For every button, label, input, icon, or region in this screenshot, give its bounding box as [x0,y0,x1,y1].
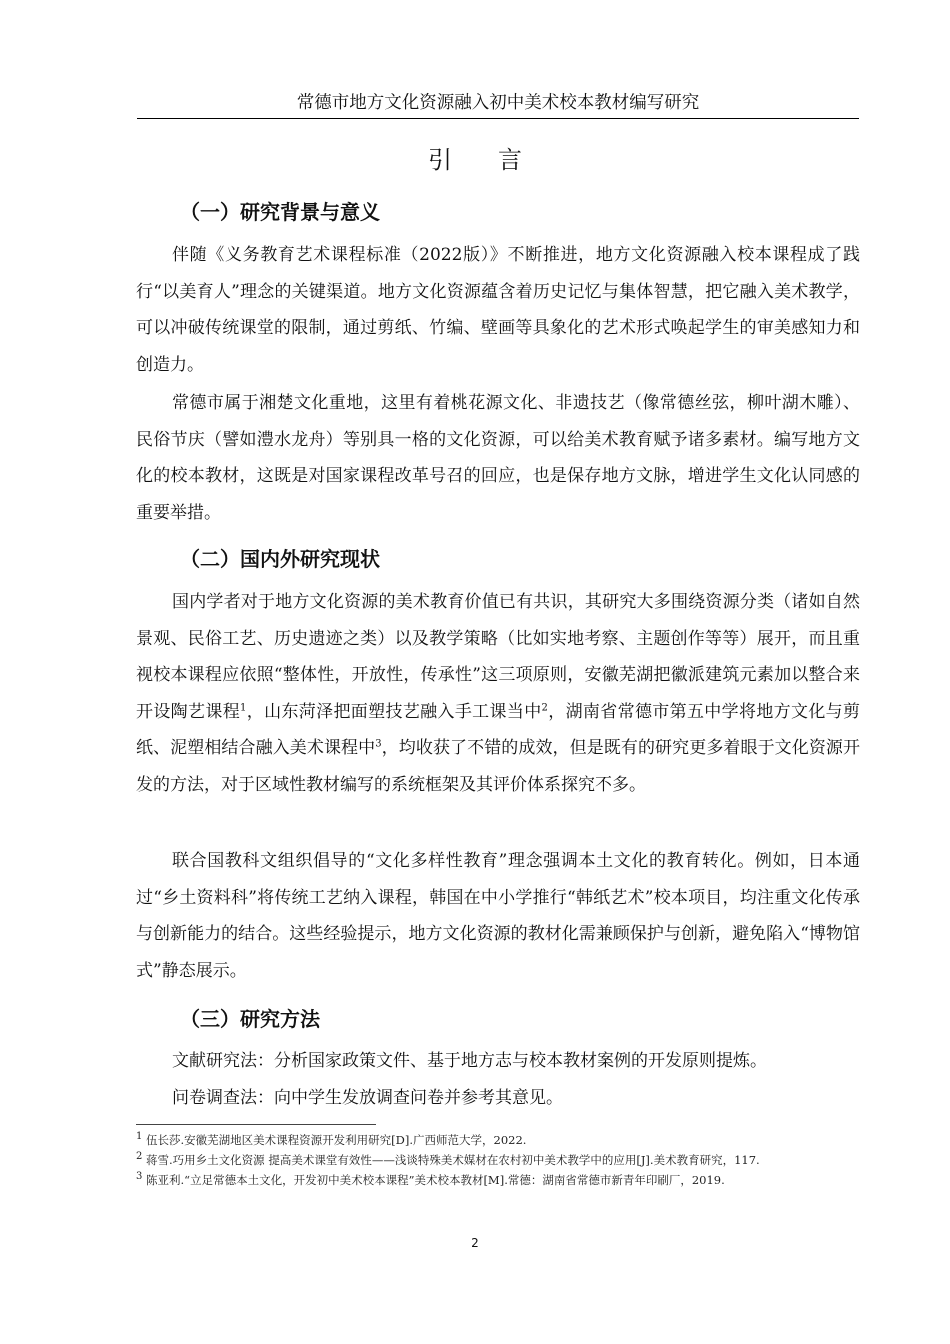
page-number: 2 [471,1236,479,1250]
footnote-separator [136,1124,376,1125]
footnote-mark-2: 2 [136,1151,143,1163]
footnote-mark-3: 3 [136,1171,143,1183]
running-header [137,88,859,119]
footnote-3 [136,1170,860,1190]
running-title: 常德市地方文化资源融入初中美术校本教材编写研究 [296,93,700,113]
footnotes [136,1130,860,1190]
footnote-1 [136,1130,860,1150]
footnote-ref-2[interactable]: 2 [541,702,548,714]
section-heading-3: （三）研究方法 [180,1007,320,1031]
paragraph-2-1-part-c: ，湖南省常德市第五中学将地方文化与剪纸、泥塑相结合融入美术课程中 [136,701,861,759]
page-title: 引言 [428,146,568,174]
footnote-ref-1[interactable]: 1 [240,702,247,714]
footnote-text-2: 蒋雪.巧用乡土文化资源 提高美术课堂有效性——浅谈特殊美术媒材在农村初中美术教学中的应用[J].美术教育研究，117. [146,1153,760,1167]
paragraph-3-2: 问卷调查法：向中学生发放调查问卷并参考其意见。 [172,1088,563,1108]
paragraph-2-1 [136,584,860,804]
paragraph-3-1: 文献研究法：分析国家政策文件、基于地方志与校本教材案例的开发原则提炼。 [172,1051,767,1071]
paragraph-2-1-part-b: ，山东菏泽把面塑技艺融入手工课当中 [246,701,542,722]
section-heading-1: （一）研究背景与意义 [180,200,380,224]
paragraph-1-2: 常德市属于湘楚文化重地，这里有着桃花源文化、非遗技艺（像常德丝弦，柳叶湖木雕）、民俗节庆（譬如澧水龙舟）等别具一格的文化资源，可以给美术教育赋予诸多素材。编写地方文化的校本教材，这既是对国家课程改革号召的回应，也是保存地方文脉，增进学生文化认同感的重要举措。 [136,393,860,523]
paragraph-2-1-part-d: ，均收获了不错的成效，但是既有的研究更多着眼于文化资源开发的方法，对于区域性教材编写的系统框架及其评价体系探究不多。 [136,738,861,795]
footnote-mark-1: 1 [136,1131,143,1143]
footnote-2 [136,1150,860,1170]
paragraph-2-2: 联合国教科文组织倡导的“文化多样性教育”理念强调本土文化的教育转化。例如，日本通过“乡土资料科”将传统工艺纳入课程，韩国在中小学推行“韩纸艺术”校本项目，均注重文化传承与创新能力的结合。这些经验提示，地方文化资源的教材化需兼顾保护与创新，避免陷入“博物馆式”静态展示。 [136,851,860,981]
paragraph-1-1: 伴随《义务教育艺术课程标准（2022版）》不断推进，地方文化资源融入校本课程成了践行“以美育人”理念的关键渠道。地方文化资源蕴含着历史记忆与集体智慧，把它融入美术教学，可以冲破传统课堂的限制，通过剪纸、竹编、壁画等具象化的艺术形式唤起学生的审美感知力和创造力。 [136,245,860,375]
paragraph-2-1-part-a: 国内学者对于地方文化资源的美术教育价值已有共识，其研究大多围绕资源分类（诸如自然景观、民俗工艺、历史遗迹之类）以及教学策略（比如实地考察、主题创作等等）展开，而且重视校本课程应依照“整体性，开放性，传承性”这三项原则，安徽芜湖把徽派建筑元素加以整合来开设陶艺课程 [136,592,860,722]
footnote-text-1: 伍长莎.安徽芜湖地区美术课程资源开发利用研究[D].广西师范大学，2022. [146,1133,527,1147]
section-heading-2: （二）国内外研究现状 [180,547,380,571]
footnote-ref-3[interactable]: 3 [375,738,382,750]
footnote-text-3: 陈亚利.“立足常德本土文化，开发初中美术校本课程”美术校本教材[M].常德：湖南省常德市新青年印刷厂，2019. [146,1173,725,1187]
